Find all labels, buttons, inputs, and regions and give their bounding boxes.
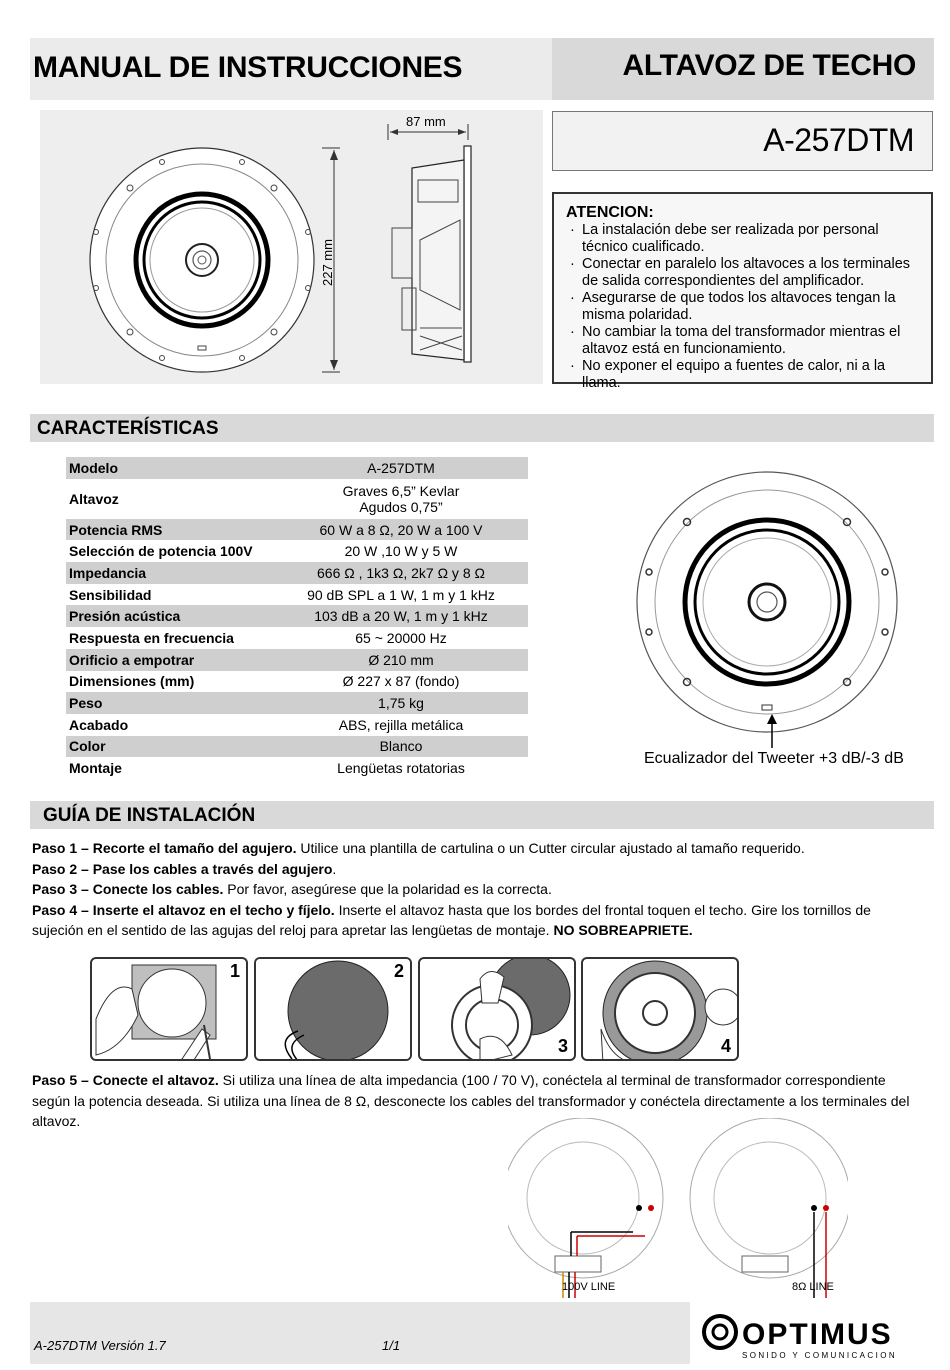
step-1-illustration: [90, 957, 248, 1061]
warning-title: ATENCION:: [566, 204, 654, 221]
wiring-label-8ohm: 8Ω LINE: [792, 1281, 834, 1293]
speaker-side-view: [388, 114, 471, 362]
spec-value: 65 ~ 20000 Hz: [355, 629, 447, 646]
speaker-drawing-panel: [40, 110, 543, 384]
wiring-8ohm: [690, 1118, 848, 1298]
warning-item: · Asegurarse de que todos los altavoces tengan la misma polaridad.: [566, 290, 921, 324]
spec-key: Altavoz: [69, 490, 119, 507]
spec-value: ABS, rejilla metálica: [338, 716, 464, 733]
spec-row: [66, 562, 528, 584]
spec-key: Modelo: [69, 459, 118, 476]
step-4-illustration: [581, 957, 739, 1061]
install-step: [32, 859, 922, 880]
tweeter-eq-caption: Ecualizador del Tweeter +3 dB/-3 dB: [644, 750, 904, 767]
step-number: 1: [229, 961, 240, 981]
spec-key: Dimensiones (mm): [69, 673, 195, 690]
install-step: [32, 900, 922, 941]
step-number: 4: [720, 1036, 731, 1056]
depth-dimension-label: 87 mm: [406, 114, 446, 129]
spec-row: [66, 671, 528, 693]
step-text: Si utiliza una línea de alta impedancia (100 / 70 V), conéctela al terminal de transformador correspondiente según la potencia deseada. Si utiliza una línea de 8 Ω, desconecte los cables del transformador y conéctela directamente a los terminales del altavoz.: [32, 1072, 910, 1129]
warning-box: [552, 192, 933, 391]
step-text: Utilice una plantilla de cartulina o un Cutter circular ajustado al tamaño requerido.: [296, 840, 805, 856]
step-text: Inserte el altavoz hasta que los bordes del frontal toquen el techo. Gire los tornillos de sujeción en el sentido de las agujas del reloj para apretar las lengüetas de montaje.: [32, 901, 871, 938]
step-number: 3: [557, 1036, 568, 1056]
spec-value: Ø 210 mm: [368, 651, 434, 668]
wiring-label-100v: 100V LINE: [562, 1281, 616, 1293]
warning-item: · La instalación debe ser realizada por personal técnico cualificado.: [566, 222, 921, 256]
spec-row: [66, 714, 528, 736]
optimus-logo: [700, 1312, 920, 1362]
spec-row: [66, 519, 528, 541]
wiring-100v: [508, 1118, 663, 1298]
spec-value: Ø 227 x 87 (fondo): [342, 673, 460, 690]
install-section-header: [30, 801, 934, 829]
spec-key: Respuesta en frecuencia: [69, 629, 234, 646]
spec-value: Lengüetas rotatorias: [337, 760, 465, 777]
spec-key: Orificio a empotrar: [69, 651, 195, 668]
step-heading: Paso 5 – Conecte el altavoz.: [32, 1072, 219, 1088]
step-text: Por favor, asegúrese que la polaridad es la correcta.: [223, 881, 552, 897]
model-box: [552, 111, 933, 171]
product-type-title: ALTAVOZ DE TECHO: [622, 49, 916, 82]
spec-row: [66, 757, 528, 779]
install-step: [32, 838, 922, 859]
spec-row: [66, 584, 528, 606]
spec-value: 103 dB a 20 W, 1 m y 1 kHz: [314, 608, 488, 625]
spec-key: Impedancia: [69, 564, 147, 581]
spec-key: Presión acústica: [69, 608, 181, 625]
speaker-front-view: [90, 148, 314, 372]
spec-row: [66, 457, 528, 479]
model-number: A-257DTM: [763, 122, 914, 158]
spec-key: Sensibilidad: [69, 586, 152, 603]
spec-value: 90 dB SPL a 1 W, 1 m y 1 kHz: [307, 586, 495, 603]
features-title: CARACTERÍSTICAS: [37, 418, 219, 439]
step-number: 2: [393, 961, 404, 981]
warning-list: [566, 222, 921, 392]
step-text: .: [332, 860, 337, 877]
step-3-illustration: [418, 957, 576, 1061]
diameter-dimension-label: 227 mm: [320, 239, 335, 286]
spec-value: 1,75 kg: [378, 695, 424, 712]
header-left-band: [30, 38, 552, 100]
footer-page-number: 1/1: [382, 1338, 401, 1353]
features-section-header: [30, 414, 934, 442]
install-title: GUÍA DE INSTALACIÓN: [43, 805, 256, 826]
footer-band: [30, 1302, 690, 1364]
step-heading: Paso 1 – Recorte el tamaño del agujero.: [32, 840, 297, 856]
spec-key: Peso: [69, 695, 103, 712]
spec-key: Selección de potencia 100V: [69, 543, 253, 560]
speaker-technical-drawing: [40, 110, 543, 384]
step-heading: Paso 2 – Pase los cables a través del agujero: [32, 860, 333, 877]
step-2-illustration: [254, 957, 412, 1061]
spec-value-line: Agudos 0,75”: [359, 498, 443, 515]
spec-row: [66, 649, 528, 671]
install-step: [32, 879, 922, 900]
spec-table: [66, 457, 528, 779]
logo-subtitle: SONIDO Y COMUNICACION: [742, 1351, 898, 1360]
step-heading: Paso 3 – Conecte los cables.: [32, 881, 224, 897]
spec-row: [66, 605, 528, 627]
warning-item: · Conectar en paralelo los altavoces a los terminales de salida correspondientes del amplificador.: [566, 256, 921, 290]
warning-item: · No exponer el equipo a fuentes de calor, ni a la llama.: [566, 358, 921, 392]
header-right-band: [552, 38, 934, 100]
spec-value: Blanco: [379, 738, 423, 755]
spec-key: Color: [69, 738, 106, 755]
install-steps: [32, 838, 922, 941]
step-warning: NO SOBREAPRIETE.: [553, 922, 693, 938]
spec-value: [271, 479, 528, 519]
step-heading: Paso 4 – Inserte el altavoz en el techo y fíjelo.: [32, 901, 335, 918]
warning-item: · No cambiar la toma del transformador mientras el altavoz está en funcionamiento.: [566, 324, 921, 358]
spec-row: [66, 479, 528, 519]
footer-version: A-257DTM Versión 1.7: [34, 1338, 166, 1353]
speaker-front-illustration: [630, 470, 920, 750]
manual-title: MANUAL DE INSTRUCCIONES: [33, 51, 463, 84]
spec-value: 20 W ,10 W y 5 W: [344, 543, 458, 560]
spec-key: Acabado: [69, 716, 129, 733]
spec-row: [66, 540, 528, 562]
logo-text: OPTIMUS: [742, 1318, 893, 1351]
spec-row: [66, 627, 528, 649]
spec-row: [66, 692, 528, 714]
spec-value: 666 Ω , 1k3 Ω, 2k7 Ω y 8 Ω: [317, 564, 485, 581]
spec-key: Potencia RMS: [69, 521, 163, 538]
spec-row: [66, 736, 528, 758]
spec-value: A-257DTM: [367, 459, 435, 476]
spec-key: Montaje: [69, 760, 122, 777]
wiring-diagrams: [508, 1118, 848, 1298]
spec-value-line: Graves 6,5” Kevlar: [342, 482, 460, 499]
spec-value: 60 W a 8 Ω, 20 W a 100 V: [319, 521, 483, 538]
